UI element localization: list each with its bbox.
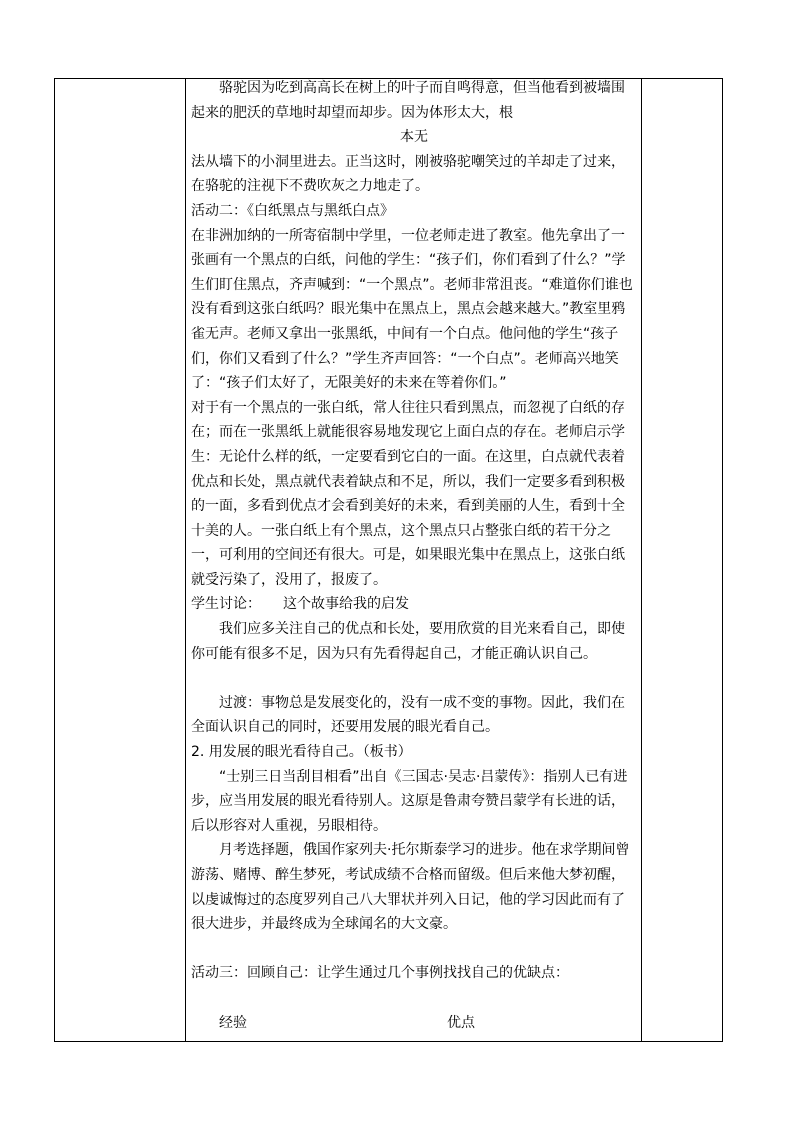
discussion-label: 学生讨论： bbox=[191, 596, 261, 613]
table-border-right bbox=[722, 78, 723, 1042]
section-heading-development: 2. 用发展的眼光看待自己。（板书） bbox=[191, 744, 412, 761]
lesson-content bbox=[191, 76, 637, 1035]
idiom-explanation: “士别三日当刮目相看”出自《三国志·吴志·吕蒙传》：指别人已有进步，应当用发展的眼光看待别人。这原是鲁肃夸赞吕蒙学有长进的话，后以形容对人重视，另眼相待。 bbox=[191, 768, 628, 834]
experience-column-label: 经验 bbox=[219, 1014, 247, 1031]
activity-three-heading: 活动三：回顾自己：让学生通过几个事例找找自己的优缺点： bbox=[191, 965, 569, 982]
table-border-left bbox=[54, 78, 55, 1042]
camel-story-continuation: 法从墙下的小洞里进去。正当这时，刚被骆驼嘲笑过的羊却走了过来，在骆驼的注视下不费吹灰之力地走了。 bbox=[191, 153, 625, 195]
reflection-column-headers bbox=[191, 1011, 637, 1036]
white-paper-story: 在非洲加纳的一所寄宿制中学里，一位老师走进了教室。他先拿出了一张画有一个黑点的白纸，问他的学生：“孩子们，你们看到了什么？”学生们盯住黑点，齐声喊到：“一个黑点”。老师非常沮丧。“难道你们谁也没有看到这张白纸吗？眼光集中在黑点上，黑点会越来越大。”教室里鸦雀无声。老师又拿出一张黑纸，中间有一个白点。他问他的学生“孩子们，你们又看到了什么？”学生齐声回答：“一个白点”。老师高兴地笑了：“孩子们太好了，无限美好的未来在等着你们。” bbox=[191, 227, 633, 392]
student-discussion bbox=[191, 592, 637, 617]
merits-column-label: 优点 bbox=[447, 1014, 475, 1031]
table-bottom-border bbox=[54, 1041, 723, 1042]
tolstoy-example: 月考选择题，俄国作家列夫·托尔斯泰学习的进步。他在求学期间曾游荡、赌博、醉生梦死，考试成绩不合格而留级。但后来他大梦初醒，以虔诚悔过的态度罗列自己八大罪状并列入日记，他的学习因此而有了很大进步，并最终成为全球闻名的大文豪。 bbox=[191, 842, 630, 933]
activity-two-heading: 活动二：《白纸黑点与黑纸白点》 bbox=[191, 202, 394, 219]
discussion-prompt: 这个故事给我的启发 bbox=[283, 596, 409, 613]
camel-story-line-tail: 本无 bbox=[400, 129, 428, 146]
camel-story-paragraph: 骆驼因为吃到高高长在树上的叶子而自鸣得意，但当他看到被墙围起来的肥沃的草地时却望而却步。因为体形太大，根 bbox=[191, 80, 625, 121]
table-divider-2 bbox=[641, 78, 642, 1042]
discussion-conclusion: 我们应多关注自己的优点和长处，要用欣赏的目光来看自己，即使你可能有很多不足，因为只有先看得起自己，才能正确认识自己。 bbox=[191, 621, 625, 662]
table-divider-1 bbox=[185, 78, 186, 1042]
story-analysis: 对于有一个黑点的一张白纸，常人往往只看到黑点，而忽视了白纸的存在；而在一张黑纸上就能很容易地发现它上面白点的存在。老师启示学生：无论什么样的纸，一定要看到它白的一面。在这里，白点就代表着优点和长处，黑点就代表着缺点和不足，所以，我们一定要多看到积极的一面，多看到优点才会看到美好的未来，看到美丽的人生，看到十全十美的人。一张白纸上有个黑点，这个黑点只占整张白纸的若干分之一，可利用的空间还有很大。可是，如果眼光集中在黑点上，这张白纸就受污染了，没用了，报废了。 bbox=[191, 399, 625, 588]
transition-paragraph: 过渡：事物总是发展变化的，没有一成不变的事物。因此，我们在全面认识自己的同时，还要用发展的眼光看自己。 bbox=[191, 694, 625, 736]
